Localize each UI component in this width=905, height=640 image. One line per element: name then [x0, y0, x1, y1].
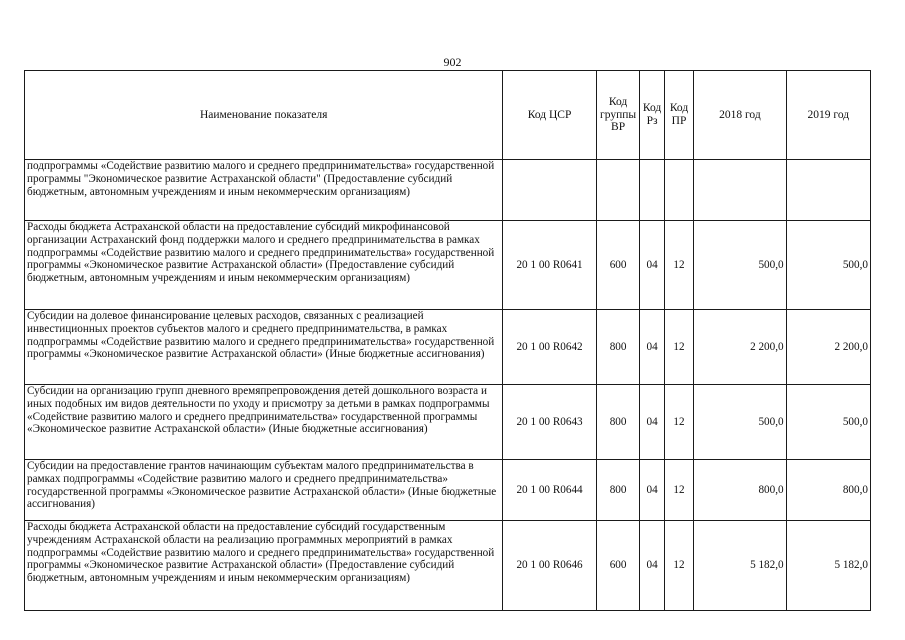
- row-2019: 2 200,0: [786, 310, 870, 385]
- row-2018: 2 200,0: [694, 310, 786, 385]
- row-2018: 500,0: [694, 385, 786, 460]
- row-2018: [694, 160, 786, 221]
- row-vr: 800: [596, 385, 640, 460]
- row-rz: [640, 160, 664, 221]
- row-vr: [596, 160, 640, 221]
- row-rz: 04: [640, 521, 664, 611]
- table-row: [25, 310, 871, 385]
- table-row: [25, 521, 871, 611]
- header-2018: 2018 год: [694, 71, 786, 160]
- row-pr: [664, 160, 693, 221]
- header-csr: Код ЦСР: [503, 71, 596, 160]
- header-name: Наименование показателя: [25, 71, 503, 160]
- row-csr: 20 1 00 R0646: [503, 521, 596, 611]
- header-2019: 2019 год: [786, 71, 870, 160]
- row-csr: 20 1 00 R0642: [503, 310, 596, 385]
- row-vr: 600: [596, 521, 640, 611]
- table-row: [25, 460, 871, 521]
- table-header-row: [25, 71, 871, 160]
- row-vr: 800: [596, 460, 640, 521]
- row-name: Субсидии на организацию групп дневного времяпрепровождения детей дошкольного возраста и иных подобных им видов деятельности по уходу и присмотру за детьми в рамках подпрограммы «Содействие развитию малого и среднего предпринимательства» государственной программы «Экономическое развитие Астраханской области» (Иные бюджетные ассигнования): [25, 385, 503, 460]
- row-2019: 500,0: [786, 221, 870, 310]
- row-pr: 12: [664, 460, 693, 521]
- row-2019: 5 182,0: [786, 521, 870, 611]
- row-name: подпрограммы «Содействие развитию малого и среднего предпринимательства» государственной программы "Экономическое развитие Астраханской области" (Предоставление субсидий бюджетным, автономным учреждениям и иным некоммерческим организациям): [25, 160, 503, 221]
- row-2018: 800,0: [694, 460, 786, 521]
- row-2019: [786, 160, 870, 221]
- header-pr: Код ПР: [664, 71, 693, 160]
- table-row: [25, 221, 871, 310]
- row-csr: [503, 160, 596, 221]
- row-csr: 20 1 00 R0644: [503, 460, 596, 521]
- row-pr: 12: [664, 221, 693, 310]
- row-pr: 12: [664, 310, 693, 385]
- budget-table: [24, 70, 871, 611]
- page-number: 902: [443, 55, 462, 69]
- row-csr: 20 1 00 R0641: [503, 221, 596, 310]
- row-rz: 04: [640, 385, 664, 460]
- row-2019: 800,0: [786, 460, 870, 521]
- row-vr: 800: [596, 310, 640, 385]
- table-row: [25, 385, 871, 460]
- row-csr: 20 1 00 R0643: [503, 385, 596, 460]
- row-rz: 04: [640, 310, 664, 385]
- row-name: Расходы бюджета Астраханской области на предоставление субсидий микрофинансовой организации Астраханский фонд поддержки малого и среднего предпринимательства в рамках подпрограммы «Содействие развитию малого и среднего предпринимательства» государственной программы «Экономическое развитие Астраханской области» (Предоставление субсидий бюджетным, автономным учреждениям и иным некоммерческим организациям): [25, 221, 503, 310]
- row-name: Субсидии на долевое финансирование целевых расходов, связанных с реализацией инвестиционных проектов субъектов малого и среднего предпринимательства, в рамках подпрограммы «Содействие развитию малого и среднего предпринимательства» государственной программы «Экономическое развитие Астраханской области» (Иные бюджетные ассигнования): [25, 310, 503, 385]
- row-vr: 600: [596, 221, 640, 310]
- row-name: Расходы бюджета Астраханской области на предоставление субсидий государственным учреждениям Астраханской области на реализацию программных мероприятий в рамках подпрограммы «Содействие развитию малого и среднего предпринимательства» государственной программы «Экономическое развитие Астраханской области» (Предоставление субсидий бюджетным, автономным учреждениям и иным некоммерческим организациям): [25, 521, 503, 611]
- row-rz: 04: [640, 221, 664, 310]
- table-row: [25, 160, 871, 221]
- row-pr: 12: [664, 385, 693, 460]
- header-vr: Код группы ВР: [596, 71, 640, 160]
- row-name: Субсидии на предоставление грантов начинающим субъектам малого предпринимательства в рамках подпрограммы «Содействие развитию малого и среднего предпринимательства» государственной программы «Экономическое развитие Астраханской области» (Иные бюджетные ассигнования): [25, 460, 503, 521]
- row-2018: 500,0: [694, 221, 786, 310]
- header-rz: Код Рз: [640, 71, 664, 160]
- row-pr: 12: [664, 521, 693, 611]
- row-rz: 04: [640, 460, 664, 521]
- row-2019: 500,0: [786, 385, 870, 460]
- row-2018: 5 182,0: [694, 521, 786, 611]
